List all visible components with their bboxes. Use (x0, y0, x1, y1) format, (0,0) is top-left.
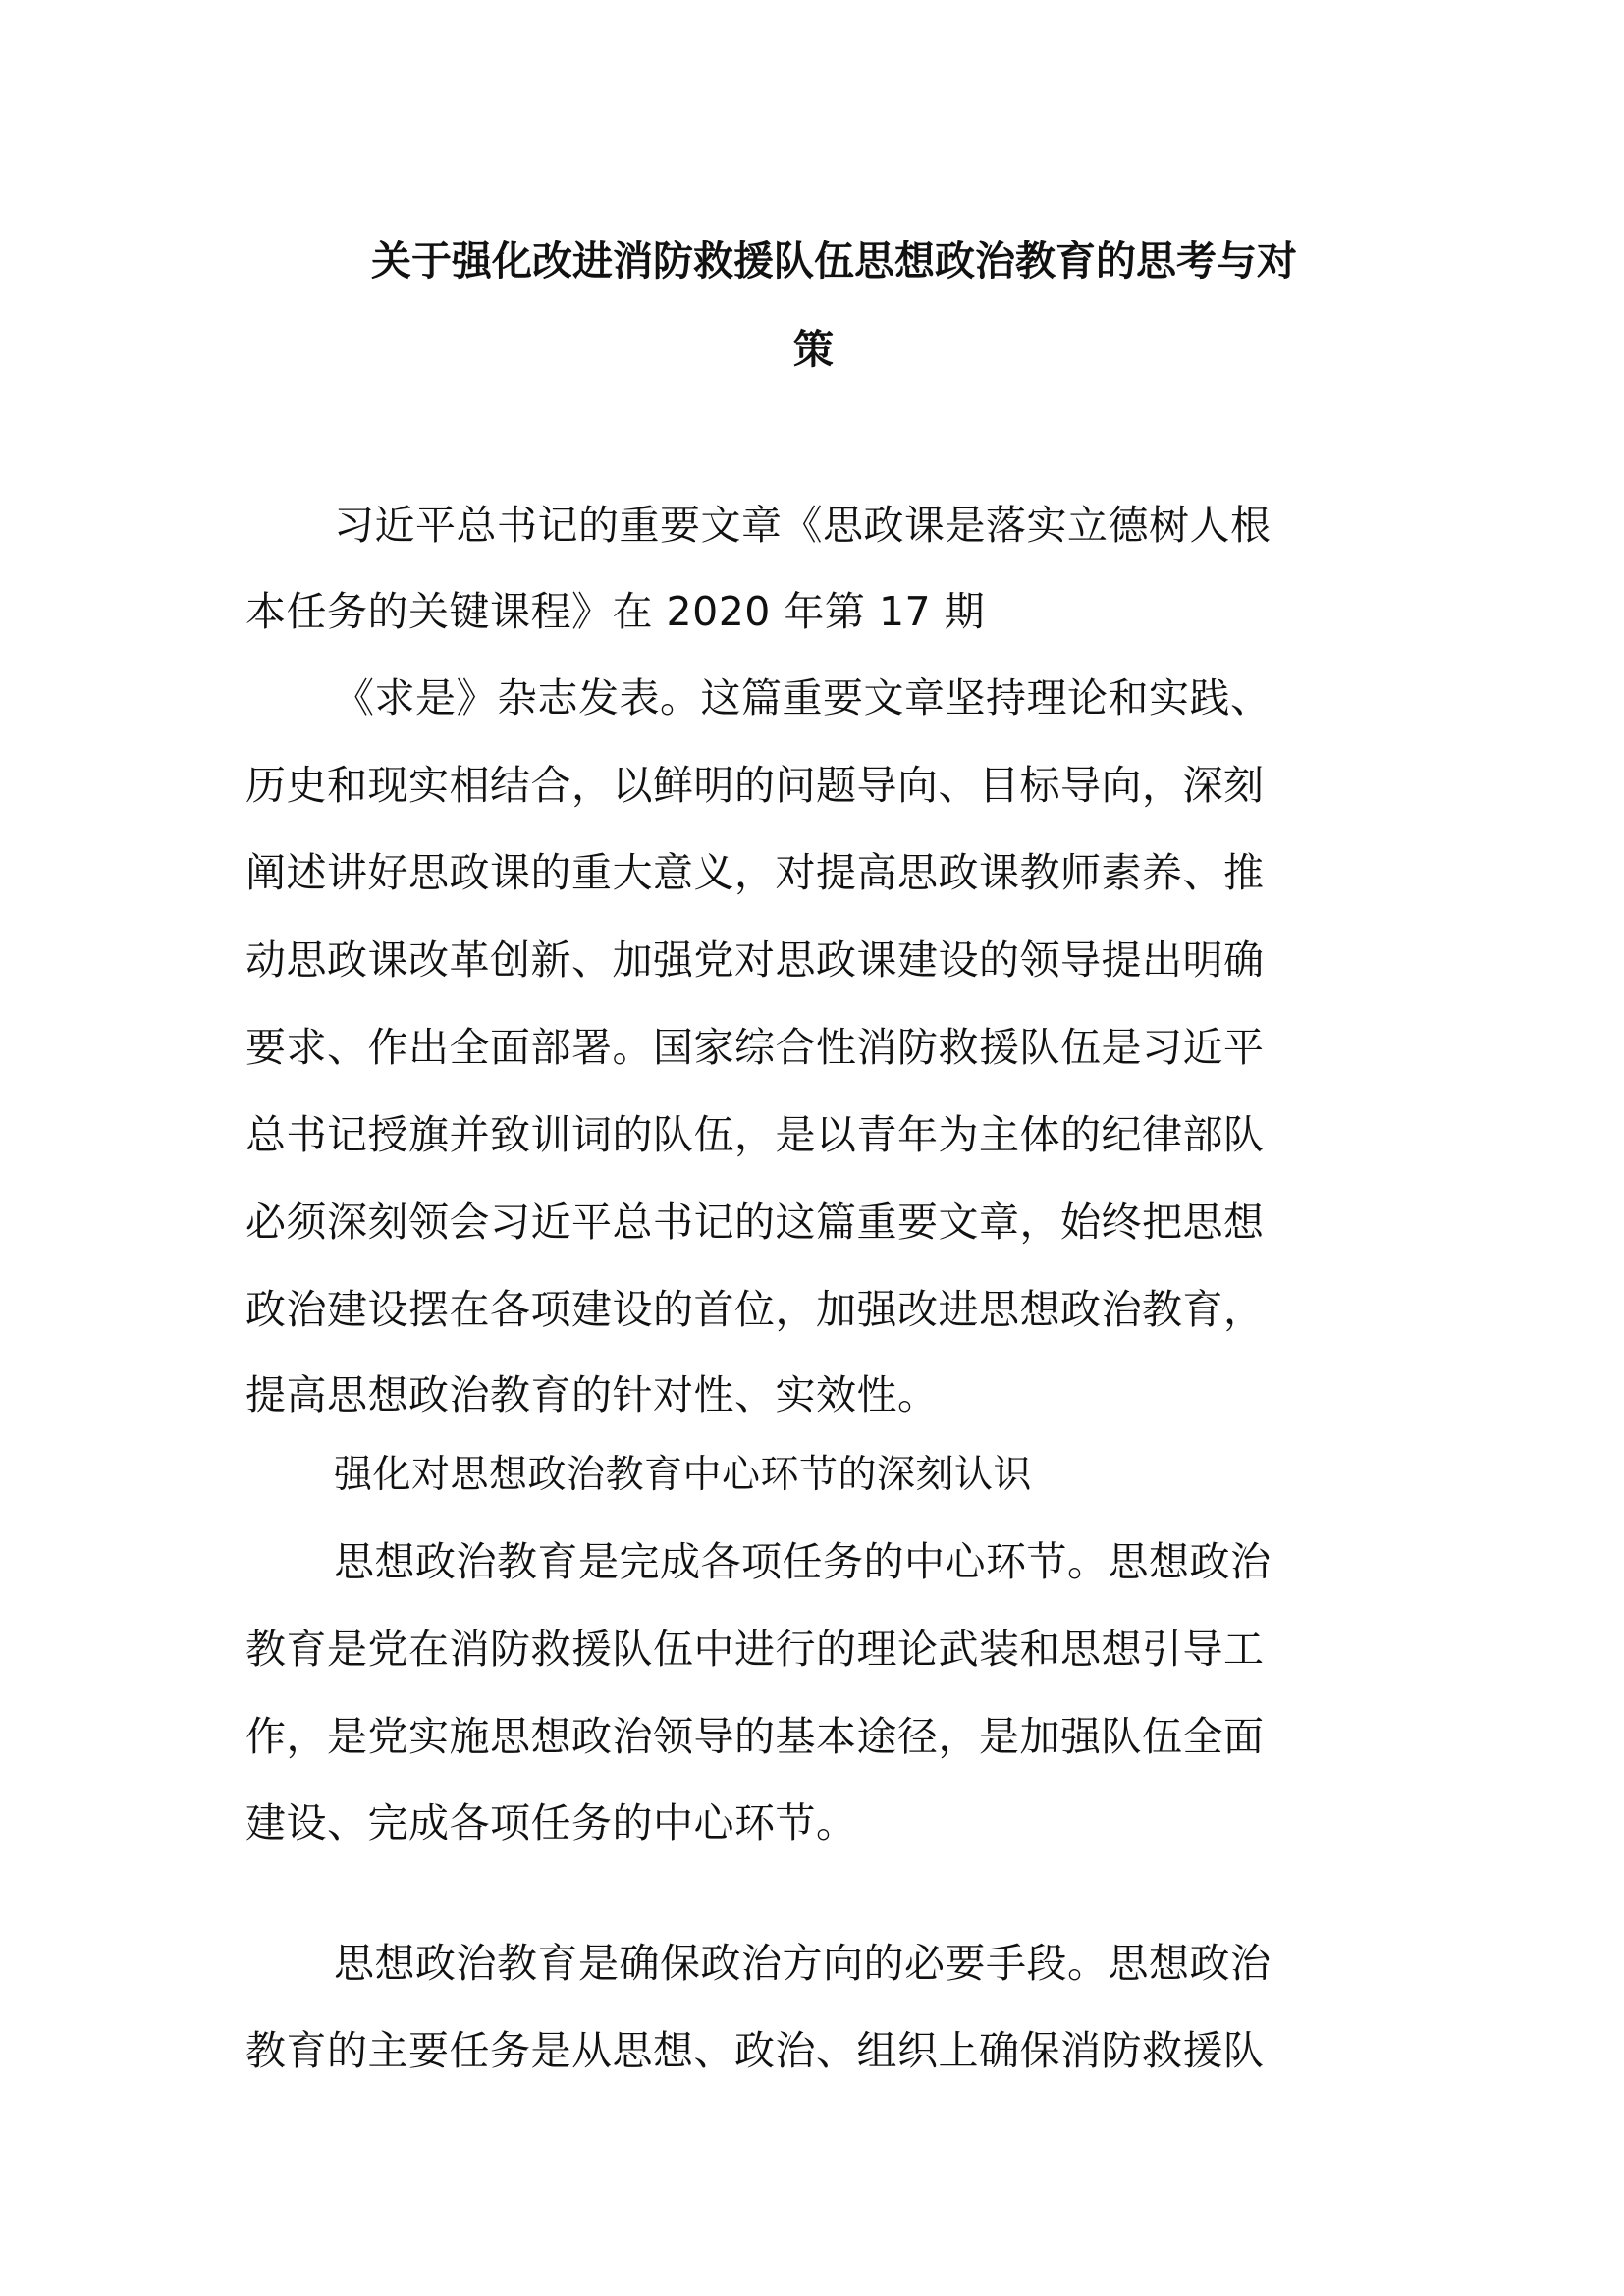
paragraph-line: 阐述讲好思政课的重大意义，对提高思政课教师素养、推 (245, 849, 1265, 896)
paragraph-line: 本任务的关键课程》在 2020 年第 17 期 (245, 588, 986, 635)
paragraph-line: 必须深刻领会习近平总书记的这篇重要文章，始终把思想 (245, 1199, 1265, 1246)
paragraph-line: 提高思想政治教育的针对性、实效性。 (245, 1371, 939, 1418)
paragraph-line: 动思政课改革创新、加强党对思政课建设的领导提出明确 (245, 936, 1265, 984)
paragraph-line: 作，是党实施思想政治领导的基本途径，是加强队伍全面 (245, 1713, 1265, 1760)
section-heading: 强化对思想政治教育中心环节的深刻认识 (334, 1453, 1033, 1497)
paragraph-line: 习近平总书记的重要文章《思政课是落实立德树人根 (334, 502, 1272, 549)
paragraph-line: 思想政治教育是确保政治方向的必要手段。思想政治 (334, 1940, 1272, 1987)
paragraph-line: 建设、完成各项任务的中心环节。 (245, 1799, 857, 1846)
document-title-line-1: 关于强化改进消防救援队伍思想政治教育的思考与对 (371, 238, 1297, 285)
paragraph-line: 教育是党在消防救援队伍中进行的理论武装和思想引导工 (245, 1626, 1265, 1673)
paragraph-line: 总书记授旗并致训词的队伍，是以青年为主体的纪律部队 (245, 1111, 1265, 1158)
paragraph-line: 要求、作出全面部署。国家综合性消防救援队伍是习近平 (245, 1024, 1265, 1071)
paragraph-line: 政治建设摆在各项建设的首位，加强改进思想政治教育， (245, 1286, 1265, 1333)
document-title-line-2: 策 (793, 326, 834, 373)
paragraph-line: 历史和现实相结合，以鲜明的问题导向、目标导向，深刻 (245, 762, 1265, 809)
paragraph-line: 《求是》杂志发表。这篇重要文章坚持理论和实践、 (334, 674, 1272, 721)
paragraph-line: 教育的主要任务是从思想、政治、组织上确保消防救援队 (245, 2027, 1265, 2074)
paragraph-line: 思想政治教育是完成各项任务的中心环节。思想政治 (334, 1538, 1272, 1585)
